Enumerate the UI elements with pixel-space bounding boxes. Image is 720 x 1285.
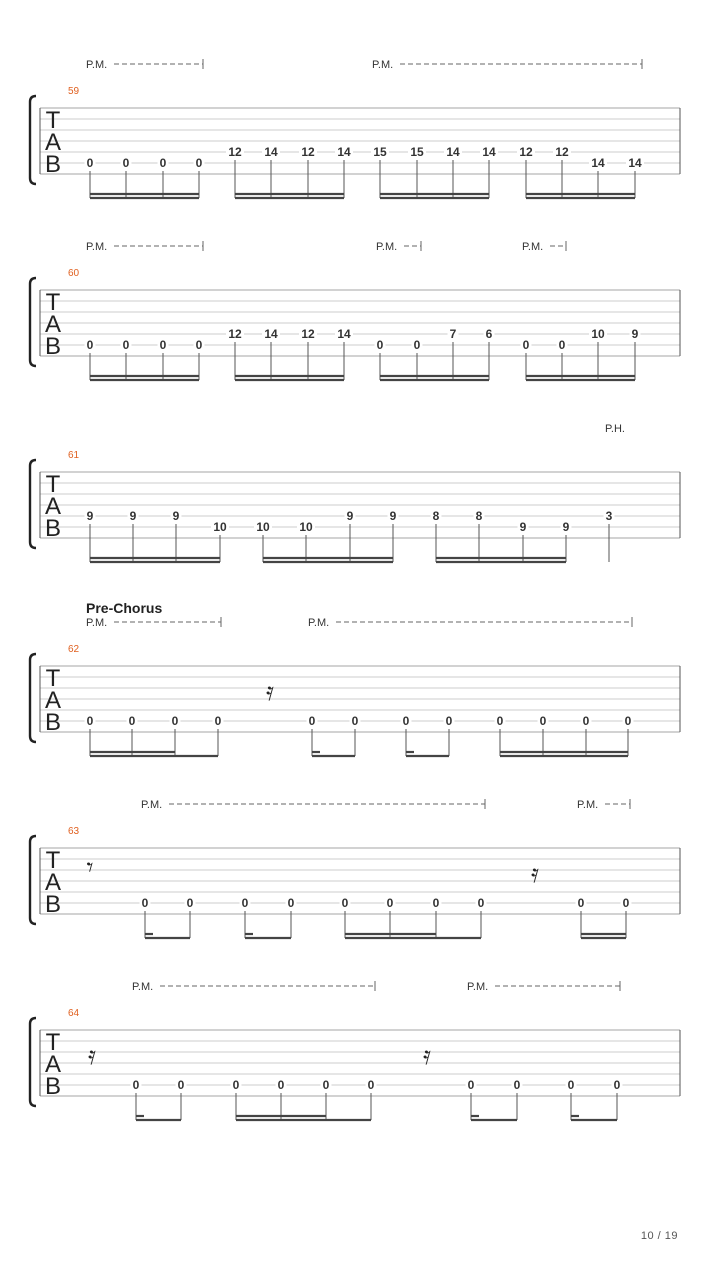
fret-number: 0 [287, 896, 295, 910]
measure-number: 59 [68, 86, 80, 97]
fret-number: 12 [519, 145, 533, 159]
fret-number: 12 [555, 145, 569, 159]
fret-number: 9 [86, 509, 94, 523]
fret-number: 9 [346, 509, 354, 523]
fret-number: 10 [213, 520, 227, 534]
fret-number: 0 [432, 896, 440, 910]
fret-number: 0 [624, 714, 632, 728]
palm-mute-label: P.M. [86, 241, 108, 253]
tab-clef-letter: A [44, 687, 62, 714]
fret-number: 14 [264, 145, 278, 159]
tab-clef-letter: T [45, 1029, 61, 1056]
fret-number: 0 [159, 156, 167, 170]
palm-mute-label: P.M. [86, 59, 108, 71]
fret-number: 14 [264, 327, 278, 341]
system-bracket [30, 460, 36, 548]
measure-number: 62 [68, 644, 80, 655]
fret-number: 0 [413, 338, 421, 352]
fret-number: 0 [277, 1078, 285, 1092]
fret-number: 0 [622, 896, 630, 910]
fret-number: 9 [389, 509, 397, 523]
fret-number: 9 [562, 520, 570, 534]
sixteenth-rest: 𝄿 [423, 1041, 431, 1071]
palm-mute-label: P.M. [577, 799, 599, 811]
fret-number: 0 [159, 338, 167, 352]
fret-number: 0 [128, 714, 136, 728]
fret-number: 7 [449, 327, 457, 341]
sixteenth-rest: 𝄿 [266, 677, 274, 707]
sixteenth-rest: 𝄿 [88, 1041, 96, 1071]
tab-clef-letter: A [44, 129, 62, 156]
fret-number: 0 [577, 896, 585, 910]
tab-clef-letter: T [45, 107, 61, 134]
fret-number: 0 [308, 714, 316, 728]
fret-number: 15 [373, 145, 387, 159]
system-bracket [30, 1018, 36, 1106]
palm-mute-label: P.M. [132, 981, 154, 993]
fret-number: 14 [628, 156, 642, 170]
tab-system [30, 241, 680, 380]
palm-mute-label: P.M. [141, 799, 163, 811]
fret-number: 0 [322, 1078, 330, 1092]
fret-number: 14 [337, 327, 351, 341]
fret-number: 14 [482, 145, 496, 159]
palm-mute-label: P.M. [376, 241, 398, 253]
tab-system [30, 59, 680, 198]
section-label: Pre-Chorus [86, 600, 163, 616]
tab-clef-letter: B [44, 333, 62, 360]
palm-mute-label: P.M. [308, 617, 330, 629]
measure-number: 63 [68, 826, 80, 837]
fret-number: 0 [522, 338, 530, 352]
system-bracket [30, 654, 36, 742]
fret-number: 0 [539, 714, 547, 728]
fret-number: 12 [301, 327, 315, 341]
fret-number: 9 [631, 327, 639, 341]
fret-number: 14 [337, 145, 351, 159]
page-number: 10 / 19 [640, 1230, 678, 1242]
palm-mute-label: P.M. [86, 617, 108, 629]
fret-number: 10 [256, 520, 270, 534]
tab-clef-letter: B [44, 151, 62, 178]
measure-number: 61 [68, 450, 80, 461]
tab-system [30, 423, 680, 562]
fret-number: 0 [195, 156, 203, 170]
pinch-harmonic-label: P.H. [605, 423, 625, 435]
tab-clef-letter: T [45, 847, 61, 874]
eighth-rest: 𝄾 [86, 853, 94, 883]
fret-number: 10 [591, 327, 605, 341]
tab-clef-letter: A [44, 1051, 62, 1078]
fret-number: 6 [485, 327, 493, 341]
sixteenth-rest: 𝄿 [531, 859, 539, 889]
fret-number: 0 [132, 1078, 140, 1092]
measure-number: 60 [68, 268, 80, 279]
fret-number: 9 [519, 520, 527, 534]
fret-number: 14 [591, 156, 605, 170]
fret-number: 0 [122, 156, 130, 170]
fret-number: 12 [301, 145, 315, 159]
tab-clef-letter: A [44, 311, 62, 338]
fret-number: 0 [513, 1078, 521, 1092]
fret-number: 0 [122, 338, 130, 352]
tab-clef-letter: B [44, 709, 62, 736]
fret-number: 0 [241, 896, 249, 910]
fret-number: 0 [477, 896, 485, 910]
measure-number: 64 [68, 1008, 80, 1019]
fret-number: 0 [402, 714, 410, 728]
fret-number: 0 [567, 1078, 575, 1092]
fret-number: 0 [186, 896, 194, 910]
tab-clef-letter: T [45, 471, 61, 498]
fret-number: 15 [410, 145, 424, 159]
fret-number: 0 [141, 896, 149, 910]
fret-number: 0 [341, 896, 349, 910]
fret-number: 3 [605, 509, 613, 523]
fret-number: 0 [195, 338, 203, 352]
fret-number: 0 [558, 338, 566, 352]
fret-number: 0 [445, 714, 453, 728]
fret-number: 0 [86, 156, 94, 170]
tab-clef-letter: B [44, 891, 62, 918]
system-bracket [30, 836, 36, 924]
fret-number: 0 [376, 338, 384, 352]
fret-number: 0 [613, 1078, 621, 1092]
fret-number: 8 [475, 509, 483, 523]
tab-clef-letter: B [44, 515, 62, 542]
system-bracket [30, 96, 36, 184]
tab-clef-letter: T [45, 289, 61, 316]
fret-number: 0 [86, 338, 94, 352]
fret-number: 0 [86, 714, 94, 728]
system-bracket [30, 278, 36, 366]
tab-system [30, 799, 680, 938]
fret-number: 0 [177, 1078, 185, 1092]
palm-mute-label: P.M. [522, 241, 544, 253]
tab-clef-letter: B [44, 1073, 62, 1100]
fret-number: 0 [214, 714, 222, 728]
fret-number: 9 [129, 509, 137, 523]
fret-number: 10 [299, 520, 313, 534]
fret-number: 0 [582, 714, 590, 728]
fret-number: 8 [432, 509, 440, 523]
fret-number: 14 [446, 145, 460, 159]
fret-number: 9 [172, 509, 180, 523]
fret-number: 0 [367, 1078, 375, 1092]
tab-clef-letter: A [44, 493, 62, 520]
fret-number: 0 [171, 714, 179, 728]
fret-number: 12 [228, 145, 242, 159]
tab-system [30, 981, 680, 1120]
palm-mute-label: P.M. [372, 59, 394, 71]
fret-number: 0 [232, 1078, 240, 1092]
fret-number: 0 [496, 714, 504, 728]
fret-number: 0 [351, 714, 359, 728]
fret-number: 12 [228, 327, 242, 341]
fret-number: 0 [386, 896, 394, 910]
palm-mute-label: P.M. [467, 981, 489, 993]
tab-clef-letter: A [44, 869, 62, 896]
fret-number: 0 [467, 1078, 475, 1092]
tab-clef-letter: T [45, 665, 61, 692]
tab-system [30, 617, 680, 756]
